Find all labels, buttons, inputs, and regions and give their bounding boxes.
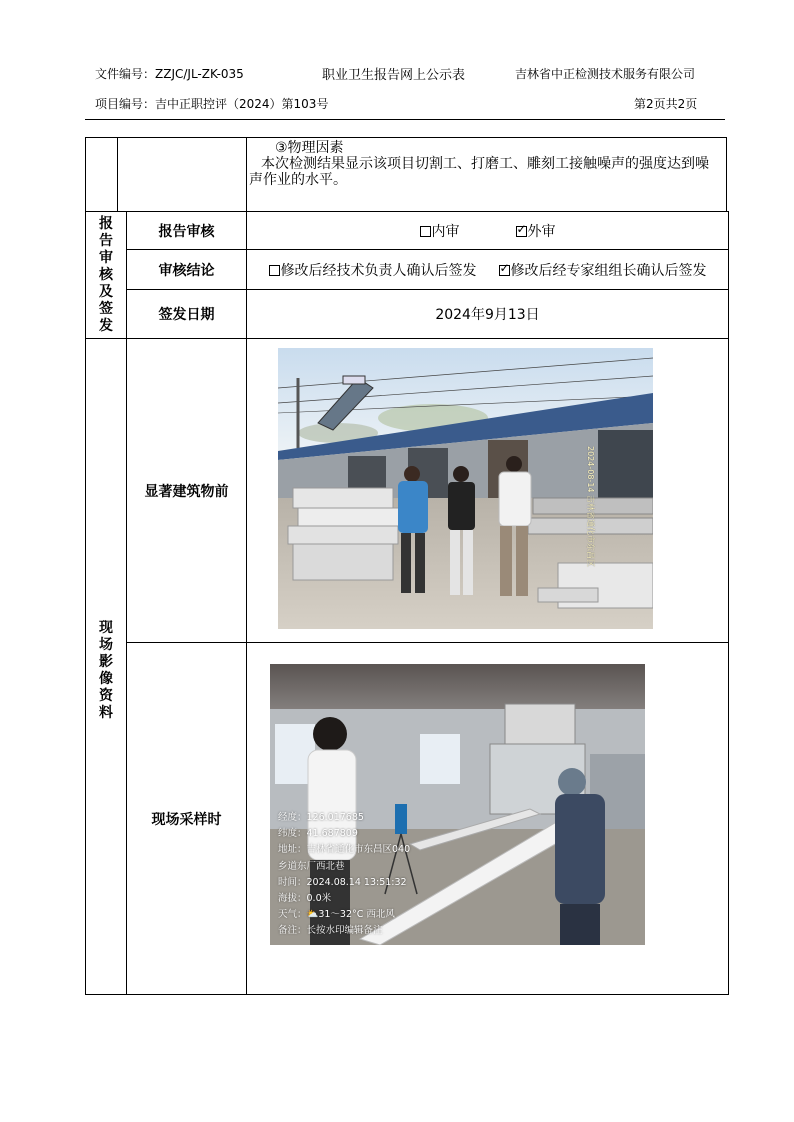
before-building-label: 显著建筑物前 <box>127 339 247 643</box>
issue-date-label: 签发日期 <box>127 290 247 339</box>
review-table <box>85 211 729 339</box>
review-conclusion-cell <box>247 250 729 290</box>
page-title: 职业卫生报告网上公示表 <box>322 68 466 83</box>
review-conclusion-label: 审核结论 <box>127 250 247 290</box>
site-photo-building <box>278 348 653 629</box>
photo1-watermark: 2024-08-14 吉林省通化市东昌区 <box>586 446 595 568</box>
sampling-label: 现场采样时 <box>127 643 247 995</box>
header-divider <box>85 119 725 120</box>
page-number: 第2页共2页 <box>634 97 698 111</box>
issue-date-value: 2024年9月13日 <box>247 290 729 339</box>
site-section-label: 现 场 影 像 资 料 <box>86 339 127 995</box>
site-photo-sampling <box>270 664 645 945</box>
physical-factors-heading: ③物理因素 <box>275 140 344 156</box>
option2-label: 修改后经专家组组长确认后签发 <box>510 262 707 279</box>
file-number: 文件编号：ZZJC/JL-ZK-035 <box>95 67 244 81</box>
external-review-label: 外审 <box>527 223 556 240</box>
physical-factors-text-1: 本次检测结果显示该项目切割工、打磨工、雕刻工接触噪声的强度达到噪 <box>261 156 709 172</box>
review-section-label: 报 告 审 核 及 签 发 <box>86 212 127 339</box>
internal-review-checkbox[interactable] <box>420 226 431 237</box>
option1-checkbox[interactable] <box>269 265 280 276</box>
empty-cell <box>118 138 247 212</box>
empty-cell <box>86 138 118 212</box>
company-name: 吉林省中正检测技术服务有限公司 <box>515 67 696 81</box>
external-review-checkbox[interactable] <box>516 226 527 237</box>
report-review-label: 报告审核 <box>127 212 247 250</box>
option1-label: 修改后经技术负责人确认后签发 <box>280 262 477 279</box>
project-number: 项目编号：吉中正职控评（2024）第103号 <box>95 97 329 111</box>
option2-checkbox[interactable] <box>499 265 510 276</box>
photo2-watermark: 经度：126.017685 纬度：41.687809 地址：吉林省通化市东昌区040 乡道东厂西北巷 时间：2024.08.14 13:51:32 海拔：0.0米 天气：⛅31～32°C 西北风 备注：长按水印编辑备注 <box>278 812 411 937</box>
physical-factors-table <box>85 137 727 212</box>
internal-review-label: 内审 <box>431 223 460 240</box>
physical-factors-cell <box>247 138 727 212</box>
physical-factors-text-2: 声作业的水平。 <box>249 172 347 188</box>
review-type-cell <box>247 212 729 250</box>
